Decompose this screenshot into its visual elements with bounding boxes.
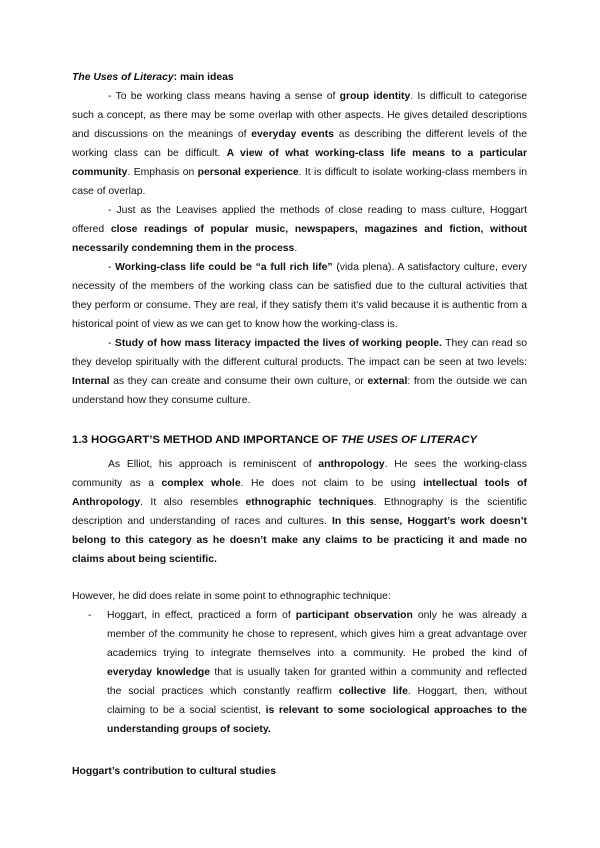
emphasis: group identity [339, 91, 411, 102]
text-run: However, he did does relate in some point to ethnographic technique: [72, 591, 391, 602]
emphasis: Study of how mass literacy impacted the lives of working people. [114, 338, 442, 349]
text-run: They can read so they develop spiritually with the different cultural products. The impact can be seen at two levels: [72, 338, 528, 368]
text-run: . It also resembles [140, 497, 246, 508]
emphasis: In this sense, Hoggart’s work doesn’t belong to this category as he doesn’t make any claims to be practicing it and made no claims about being scientific. [72, 516, 528, 565]
text-run: - [108, 338, 115, 349]
text-run: . Emphasis on [127, 167, 198, 178]
paragraph-group-identity [72, 87, 527, 201]
section-heading-contribution [72, 762, 527, 781]
emphasis: anthropology [318, 459, 385, 470]
emphasis: intellectual tools of Anthropology [72, 478, 527, 508]
section-heading-main-ideas [72, 68, 527, 87]
bullet-participant-observation [107, 606, 527, 739]
emphasis: personal experience [197, 167, 299, 178]
text-run: . [294, 243, 298, 254]
heading-suffix: : main ideas [173, 72, 234, 83]
heading-text: Hoggart’s contribution to cultural studies [72, 766, 276, 777]
text-run: that is usually taken for granted within a community and reflected the social practices which constantly reaffirm [107, 667, 527, 697]
text-run: . He does not claim to be using [240, 478, 424, 489]
text-run: . Is difficult to categorise such a concept, as there may be some overlap with other aspects. He gives detailed descriptions and discussions on the meanings of [72, 91, 527, 140]
book-title: The Uses of Literacy [72, 72, 174, 83]
text-run: - [108, 262, 116, 273]
emphasis: participant observation [295, 610, 413, 621]
emphasis: external [367, 376, 408, 387]
emphasis: is relevant to some sociological approaches to the understanding groups of society. [107, 705, 528, 735]
paragraph-mass-literacy [72, 334, 527, 410]
heading-text: 1.3 HOGGART’S METHOD AND IMPORTANCE OF [72, 434, 341, 446]
bullet-dash: - [88, 610, 92, 621]
text-run: . It is difficult to isolate working-class members in case of overlap. [72, 167, 527, 197]
text-run: - To be working class means having a sense of [108, 91, 340, 102]
text-run: : from the outside we can understand how they consume culture. [72, 376, 528, 406]
emphasis: Working-class life could be “a full rich life” [115, 262, 333, 273]
emphasis: everyday events [251, 129, 334, 140]
emphasis: Internal [72, 376, 110, 387]
emphasis: ethnographic techniques [245, 497, 374, 508]
text-run: . Ethnography is the scientific description and understanding of races and cultures. [72, 497, 528, 527]
text-run: As Elliot, his approach is reminiscent of [108, 459, 319, 470]
text-run: . He sees the working-class community as a [72, 459, 528, 489]
text-run: as they can create and consume their own culture, or [109, 376, 368, 387]
paragraph-full-rich-life [72, 258, 527, 334]
emphasis: close readings of popular music, newspapers, magazines and fiction, without necessarily condemning them in the process [72, 224, 527, 254]
text-run: only he was already a member of the community he chose to represent, which gives him a great advantage over academics trying to integrate themselves into a community. He probed the kind of [107, 610, 527, 659]
emphasis: complex whole [161, 478, 241, 489]
text-run: (vida plena). A satisfactory culture, every necessity of the members of the working class can be satisfied due to the cultural activities that they perform or consume. They are real, if they satisfy them it’s valid because it is authentic from a historical point of view as we can get to know how the working-class is. [72, 262, 527, 330]
text-run: - Just as the Leavises applied the methods of close reading to mass culture, Hoggart offered [72, 205, 527, 235]
text-run: Hoggart, in effect, practiced a form of [107, 610, 296, 621]
text-run: as describing the different levels of the working class can be difficult. [72, 129, 527, 159]
book-title: THE USES OF LITERACY [340, 434, 478, 446]
emphasis: collective life [338, 686, 408, 697]
emphasis: A view of what working-class life means to a particular community [72, 148, 527, 178]
paragraph-anthropology [72, 455, 527, 569]
text-run: . Hoggart, then, without claiming to be a social scientist, [107, 686, 527, 716]
section-heading-method [72, 431, 527, 450]
paragraph-ethnographic-relation [72, 587, 527, 606]
paragraph-close-readings [72, 201, 527, 258]
emphasis: everyday knowledge [107, 667, 211, 678]
